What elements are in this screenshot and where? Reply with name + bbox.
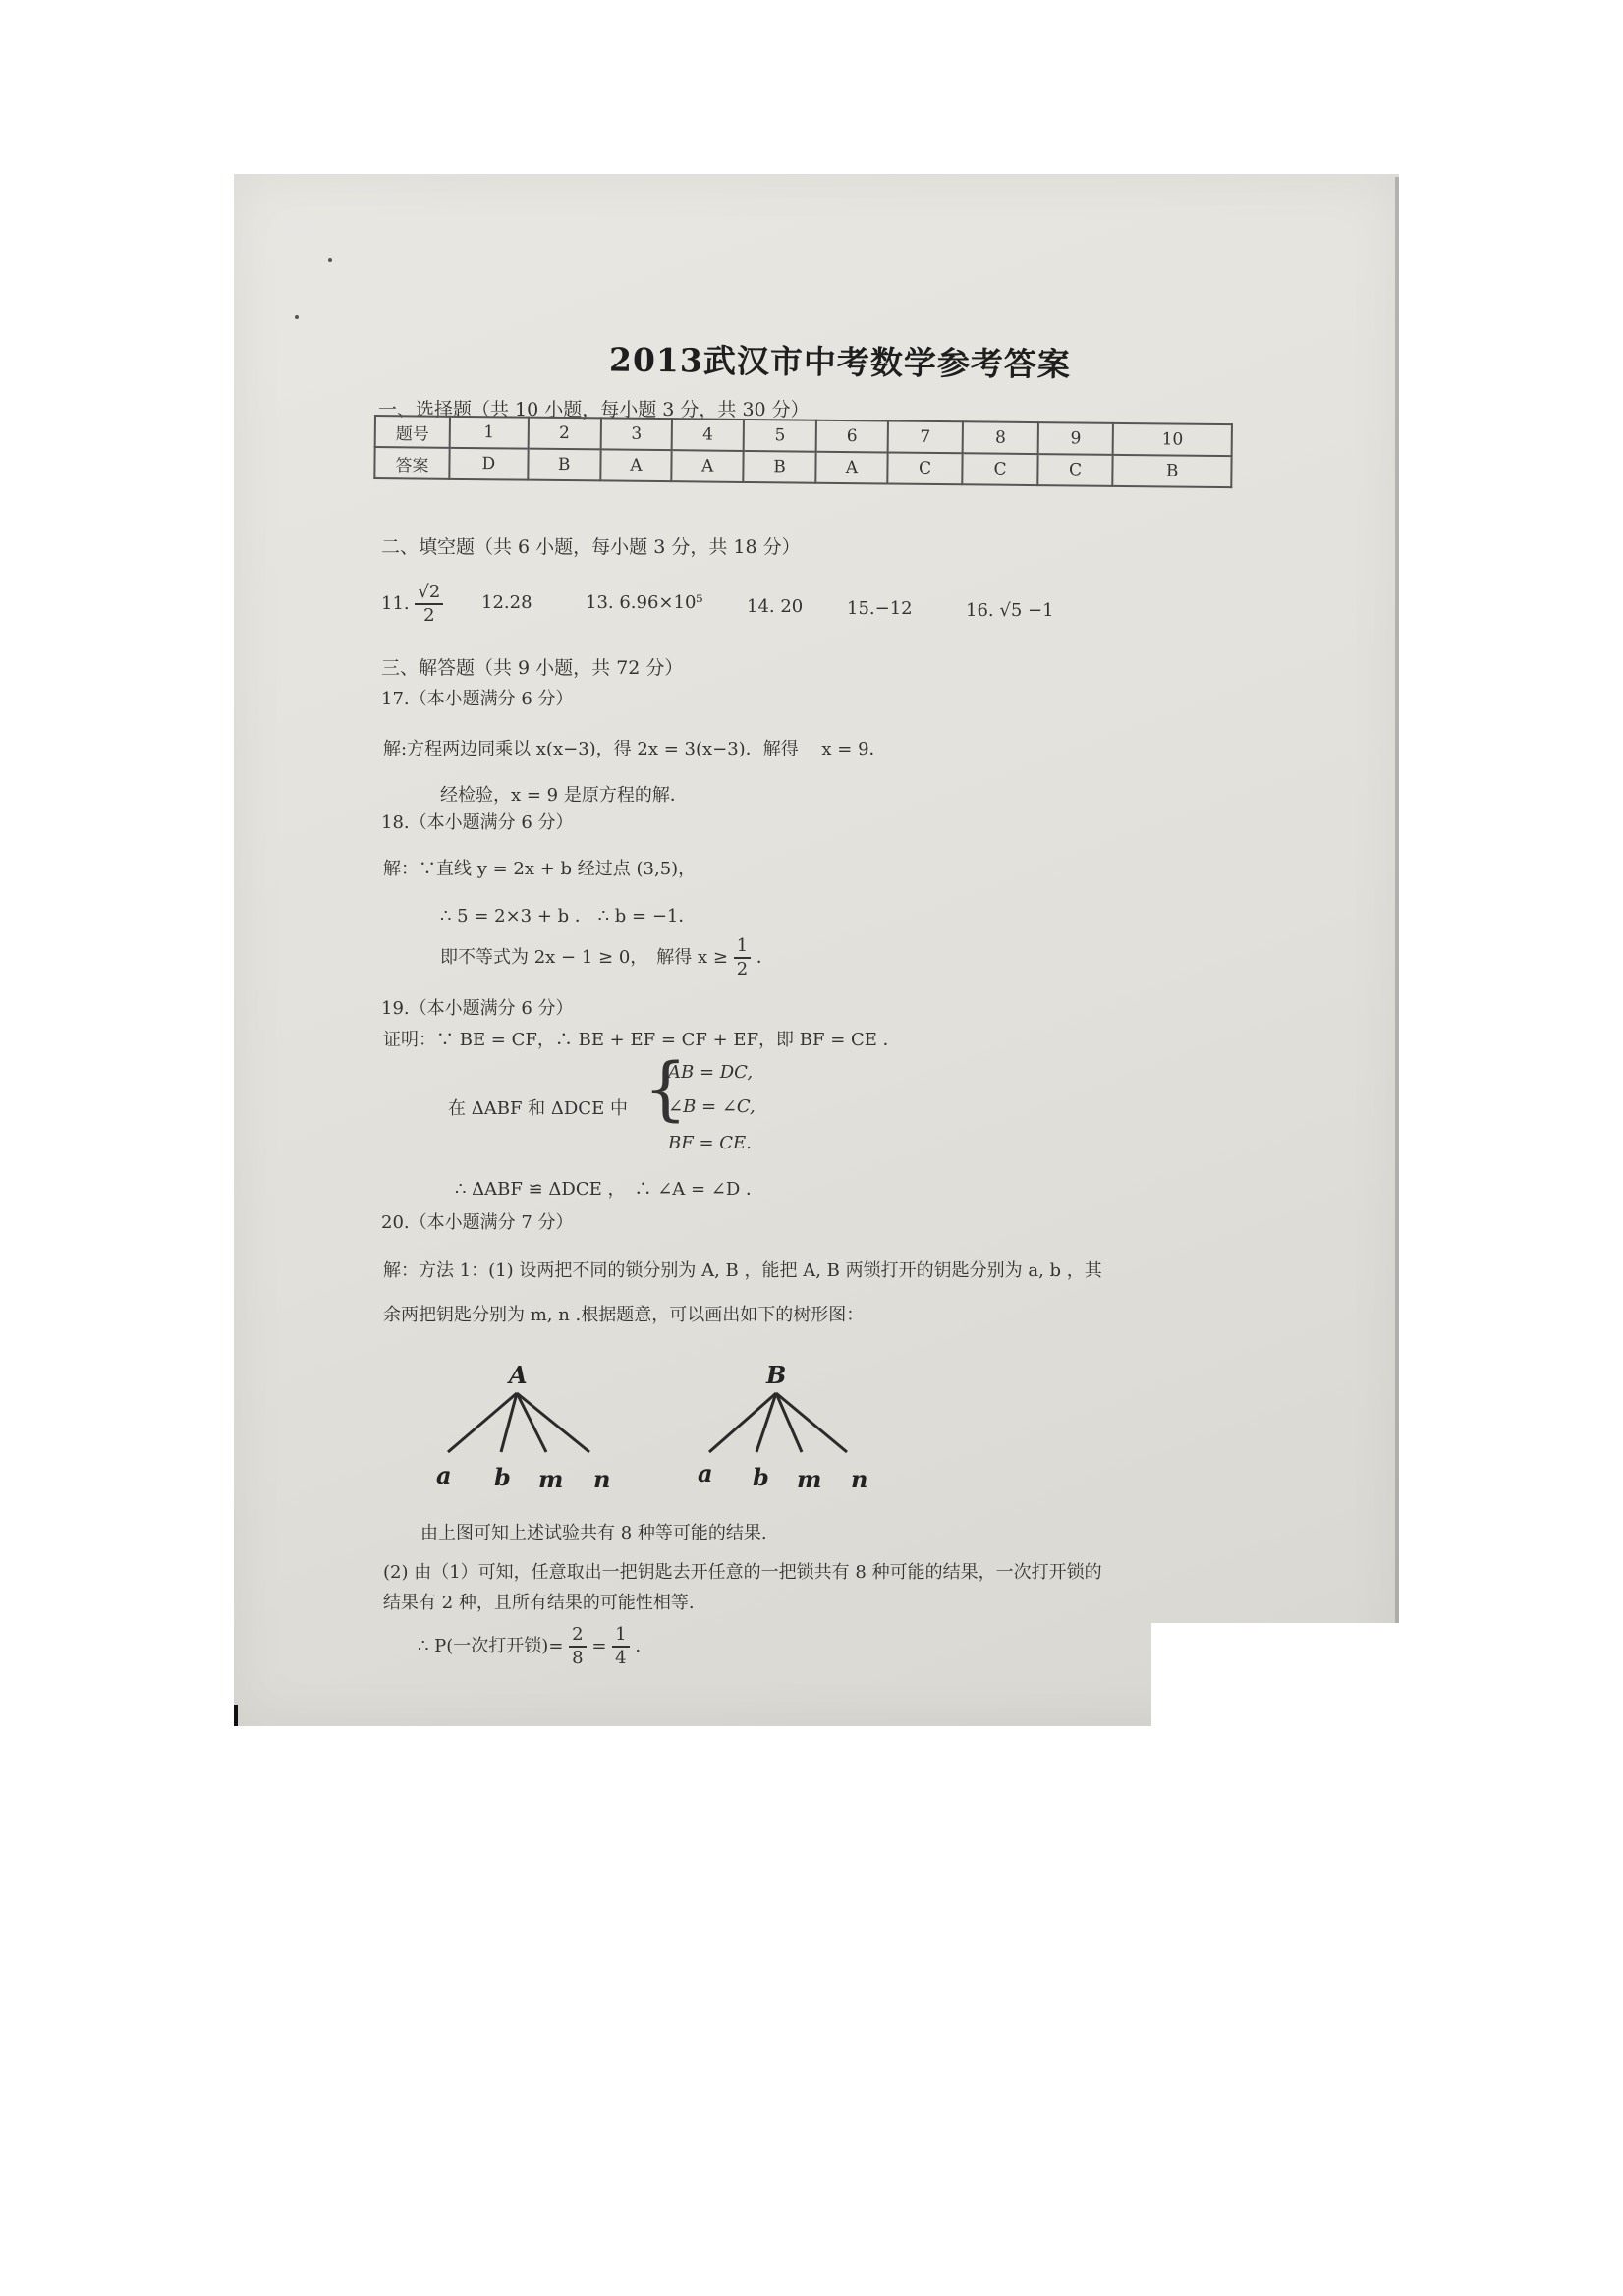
- sheet-edge-shadow-right: [1395, 177, 1399, 1726]
- paper-speck: [328, 258, 332, 262]
- table-cell: 7: [887, 420, 963, 453]
- q20-f1-denominator: 8: [572, 1648, 584, 1668]
- tree-B-branches: [709, 1393, 847, 1452]
- tree-leaf-b: b: [494, 1463, 511, 1491]
- q20-line4: (2) 由（1）可知，任意取出一把钥匙去开任意的一把锁共有 8 种可能的结果，一次打开锁的: [383, 1562, 1102, 1583]
- table-cell: C: [1037, 454, 1113, 486]
- tree-leaf-a: a: [698, 1459, 713, 1487]
- q20-line2: 余两把钥匙分别为 m, n .根据题意，可以画出如下的树形图：: [383, 1305, 865, 1325]
- q19-brace: {: [644, 1048, 688, 1129]
- tree-leaf-m: m: [797, 1465, 822, 1493]
- q13-answer: 13. 6.96×10⁵: [586, 592, 703, 613]
- q14-answer: 14. 20: [747, 596, 804, 617]
- table-cell: 2: [528, 418, 600, 450]
- table-cell: B: [1113, 455, 1232, 487]
- q19-condition-2: ∠B = ∠C,: [668, 1096, 756, 1117]
- tree-diagram: [413, 1356, 923, 1493]
- q20-period: .: [635, 1636, 642, 1656]
- q19-conclusion: ∴ ΔABF ≌ ΔDCE ， ∴ ∠A = ∠D ．: [455, 1179, 764, 1200]
- row-label: 答案: [374, 447, 449, 479]
- table-cell: A: [815, 452, 887, 484]
- section3-heading: 三、解答题（共 9 小题，共 72 分）: [381, 657, 684, 679]
- table-cell: 6: [816, 420, 888, 453]
- q11-denominator: 2: [423, 605, 435, 626]
- tree-leaf-b: b: [753, 1463, 769, 1491]
- table-cell: B: [528, 449, 600, 481]
- q20-line1: 解：方法 1：(1) 设两把不同的锁分别为 A, B ，能把 A, B 两锁打开的钥匙分别为 a, b ，其: [383, 1260, 1102, 1281]
- tree-root-B: B: [766, 1361, 787, 1389]
- q18-heading: 18.（本小题满分 6 分）: [381, 812, 574, 833]
- table-cell: B: [743, 451, 815, 483]
- section1-heading: 一、选择题（共 10 小题，每小题 3 分，共 30 分）: [378, 399, 810, 420]
- q17-solution: 解:方程两边同乘以 x(x−3)，得 2x = 3(x−3)．解得 x = 9．: [383, 739, 887, 759]
- q11-numerator: √2: [415, 582, 443, 605]
- sheet-edge-shadow: [234, 1705, 238, 1726]
- q20-heading: 20.（本小题满分 7 分）: [381, 1212, 574, 1233]
- q18-denominator: 2: [736, 959, 749, 980]
- q20-f2-denominator: 4: [615, 1648, 627, 1668]
- q11-label: 11.: [381, 593, 410, 614]
- q18-line1: 解：∵直线 y = 2x + b 经过点 (3,5)，: [383, 859, 697, 879]
- table-cell: 1: [450, 417, 529, 449]
- tree-leaf-m: m: [538, 1465, 564, 1493]
- table-cell: 5: [744, 420, 816, 452]
- tree-root-A: A: [509, 1361, 528, 1389]
- q18-line3: [440, 935, 774, 980]
- q17-check: 经检验，x = 9 是原方程的解．: [440, 785, 688, 806]
- q19-condition-1: AB = DC,: [668, 1062, 754, 1083]
- tree-leaf-n: n: [593, 1465, 611, 1493]
- paper-speck: [295, 315, 299, 319]
- table-cell: D: [449, 448, 528, 480]
- fill-in-answers-row: [381, 582, 443, 627]
- q20-fraction-1: [569, 1624, 586, 1669]
- answer-table: [373, 415, 1233, 488]
- q20-probability: [418, 1624, 641, 1669]
- q19-line1: 证明：∵ BE = CF，∴ BE + EF = CF + EF，即 BF = CE ．: [383, 1030, 901, 1050]
- row-label: 题号: [375, 416, 450, 448]
- q20-prob-prefix: ∴ P(一次打开锁)=: [418, 1636, 564, 1656]
- q16-answer: 16. √5 −1: [966, 600, 1054, 621]
- table-cell: 10: [1113, 423, 1232, 456]
- q18-period: ．: [756, 947, 774, 968]
- q18-fraction: [734, 935, 751, 980]
- table-cell: C: [963, 453, 1038, 485]
- table-cell: 4: [672, 419, 744, 451]
- table-cell: C: [887, 452, 963, 484]
- table-cell: 8: [963, 421, 1038, 454]
- tree-leaf-a: a: [436, 1461, 452, 1489]
- table-cell: A: [600, 449, 672, 481]
- q20-f1-numerator: 2: [569, 1624, 586, 1648]
- q19-intro: 在 ΔABF 和 ΔDCE 中: [448, 1098, 628, 1119]
- q20-f2-numerator: 1: [612, 1624, 629, 1648]
- q15-answer: 15.−12: [847, 598, 913, 619]
- q20-equals: =: [591, 1636, 607, 1656]
- q17-heading: 17.（本小题满分 6 分）: [381, 689, 574, 709]
- q18-inequality: 即不等式为 2x − 1 ≥ 0， 解得 x ≥: [440, 947, 728, 968]
- table-cell: A: [672, 450, 744, 482]
- white-cover-patch: [1151, 1623, 1399, 1726]
- tree-leaf-n: n: [851, 1465, 868, 1493]
- q20-line3: 由上图可知上述试验共有 8 种等可能的结果.: [420, 1523, 767, 1543]
- q18-line2: ∴ 5 = 2×3 + b ． ∴ b = −1．: [440, 906, 697, 926]
- q19-heading: 19.（本小题满分 6 分）: [381, 998, 574, 1019]
- q11-fraction: [415, 582, 443, 627]
- table-cell: 3: [600, 418, 672, 450]
- q20-line5: 结果有 2 种，且所有结果的可能性相等.: [383, 1593, 695, 1613]
- q20-fraction-2: [612, 1624, 629, 1669]
- section2-heading: 二、填空题（共 6 小题，每小题 3 分，共 18 分）: [381, 536, 801, 558]
- q19-condition-3: BF = CE.: [668, 1133, 752, 1153]
- page-title: 2013武汉市中考数学参考答案: [608, 340, 1072, 384]
- table-cell: 9: [1038, 422, 1114, 455]
- tree-A-branches: [448, 1393, 589, 1452]
- q18-numerator: 1: [734, 935, 751, 959]
- q12-answer: 12.28: [481, 592, 532, 613]
